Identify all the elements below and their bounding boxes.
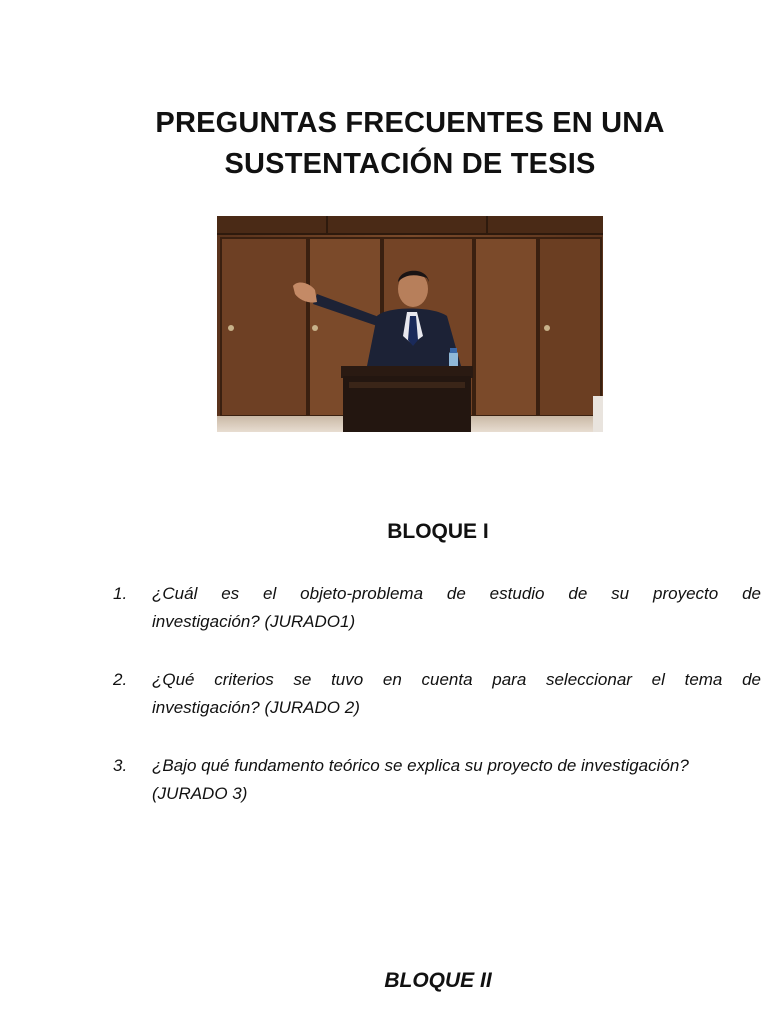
question-text-line-2: (JURADO 3) (152, 784, 248, 803)
question-number: 3. (113, 756, 128, 775)
block-1-heading: BLOQUE I (387, 520, 489, 543)
question-number: 2. (113, 670, 128, 689)
question-text (152, 752, 761, 808)
question-text-line-1: ¿Qué criterios se tuvo en cuenta para seleccionar el tema de (152, 670, 761, 689)
block-2-heading: BLOQUE II (384, 969, 492, 992)
question-text-line-2: investigación? (JURADO 2) (152, 698, 360, 717)
title-line-1: PREGUNTAS FRECUENTES EN UNA (155, 107, 665, 139)
question-text (152, 666, 761, 722)
document-title (80, 103, 740, 185)
question-text-line-1: ¿Bajo qué fundamento teórico se explica su proyecto de investigación? (152, 756, 689, 775)
question-text-line-1: ¿Cuál es el objeto-problema de estudio de su proyecto de (152, 584, 761, 603)
question-number: 1. (113, 584, 128, 603)
title-line-2: SUSTENTACIÓN DE TESIS (224, 148, 596, 180)
question-text-line-2: investigación? (JURADO1) (152, 612, 356, 631)
thesis-defense-photo (217, 216, 603, 432)
question-text (152, 580, 761, 636)
